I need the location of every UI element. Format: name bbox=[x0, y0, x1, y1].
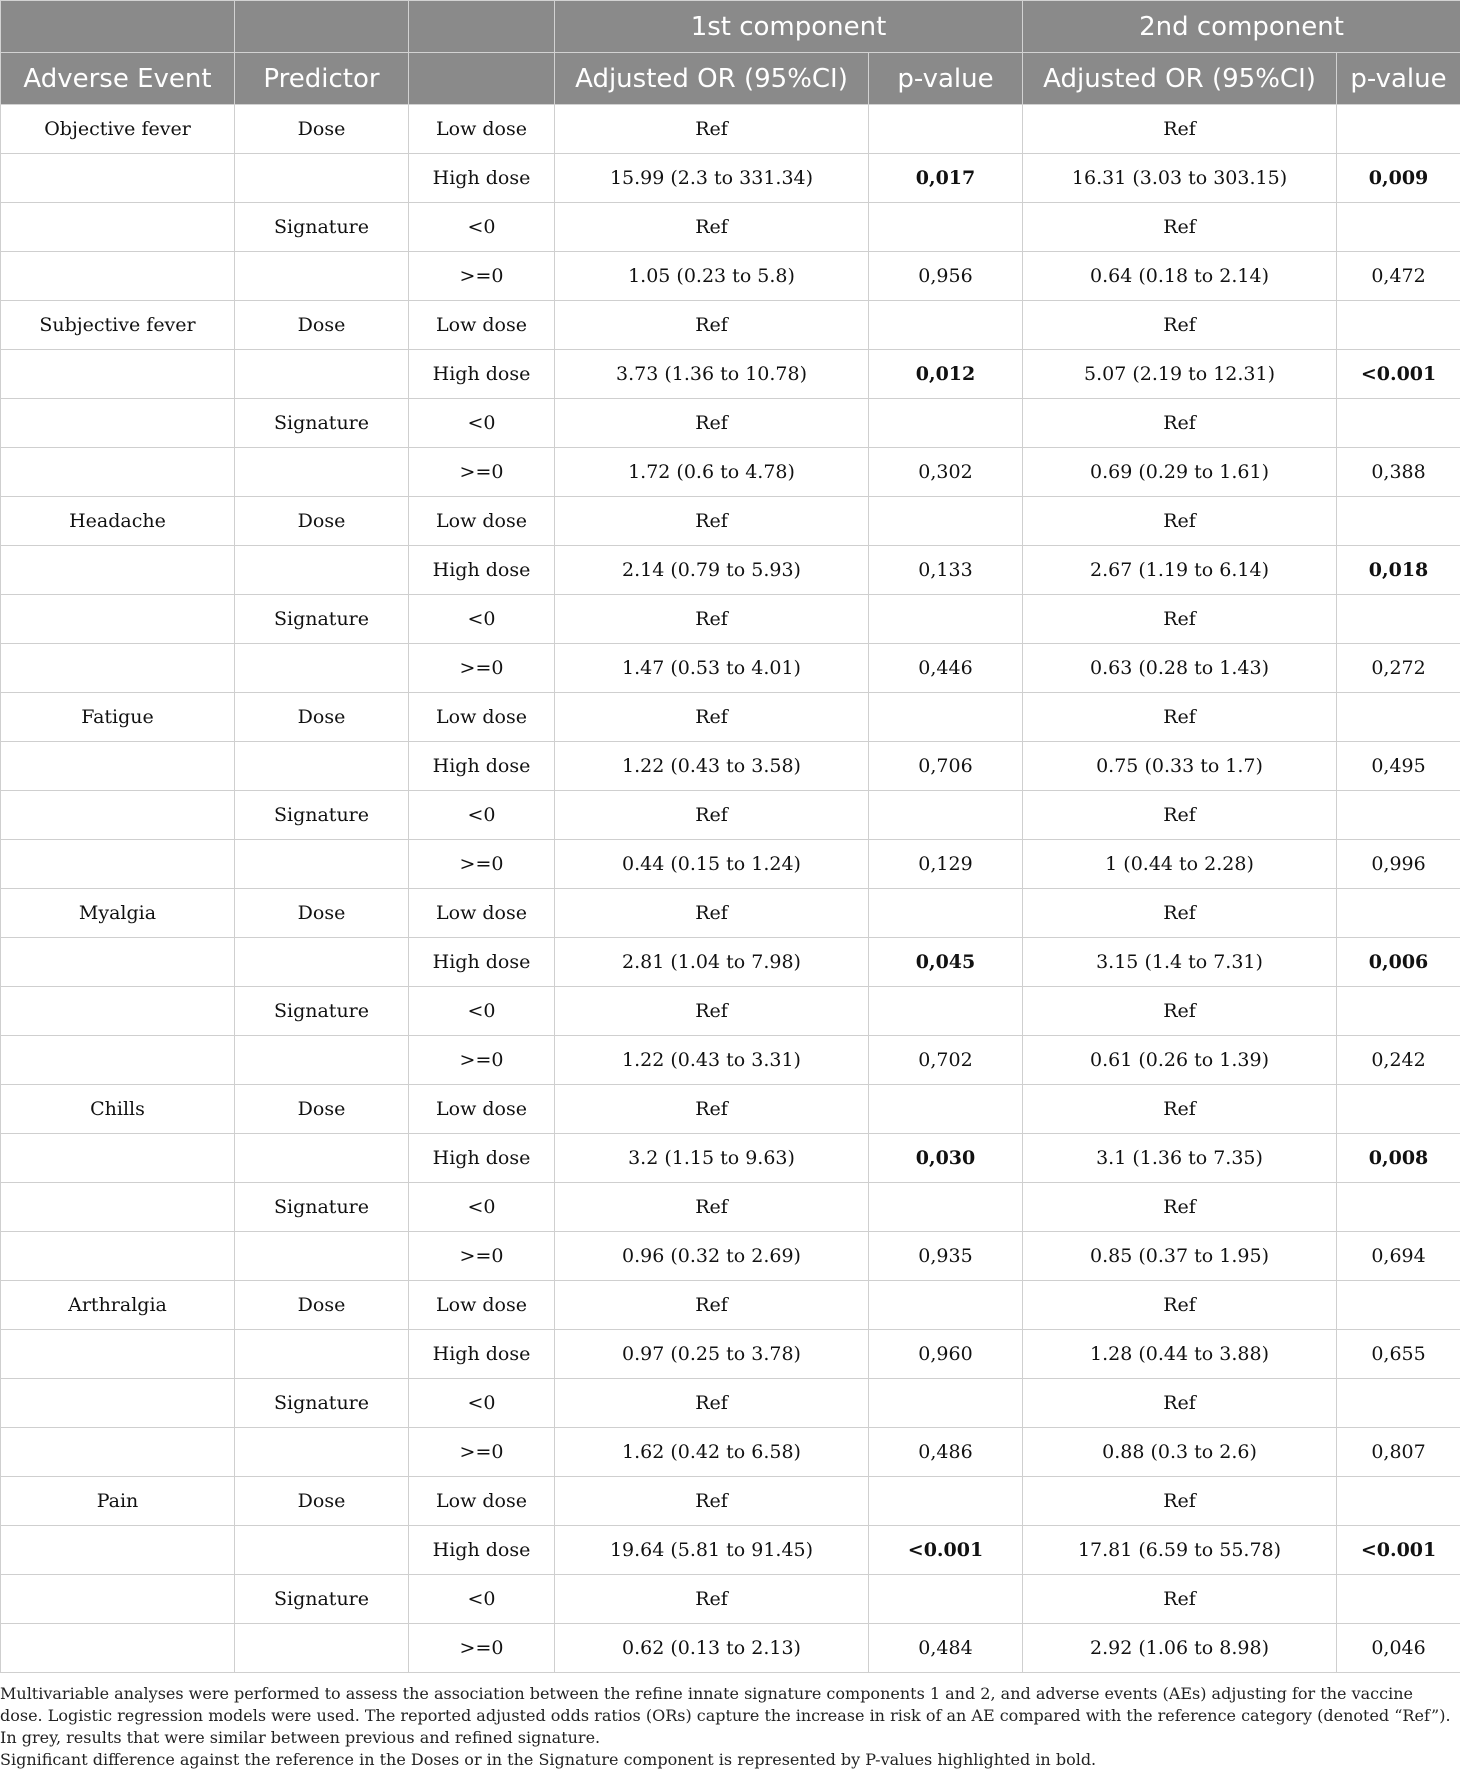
or-2nd-cell: 0.63 (0.28 to 1.43) bbox=[1023, 644, 1337, 693]
pvalue-1st-cell bbox=[869, 301, 1023, 350]
or-2nd-cell: Ref bbox=[1023, 1281, 1337, 1330]
or-1st-cell: 0.62 (0.13 to 2.13) bbox=[555, 1624, 869, 1673]
pvalue-2nd-cell bbox=[1337, 1575, 1460, 1624]
adverse-event-cell bbox=[1, 448, 235, 497]
table-row bbox=[1, 1575, 1460, 1624]
pvalue-2nd-cell bbox=[1337, 1085, 1460, 1134]
adverse-event-cell bbox=[1, 1379, 235, 1428]
or-2nd-cell: Ref bbox=[1023, 399, 1337, 448]
or-2nd-cell: Ref bbox=[1023, 1379, 1337, 1428]
pvalue-2nd-cell: 0,388 bbox=[1337, 448, 1460, 497]
pvalue-1st-cell: <0.001 bbox=[869, 1526, 1023, 1575]
pvalue-1st-cell bbox=[869, 889, 1023, 938]
predictor-cell bbox=[235, 154, 409, 203]
pvalue-2nd-cell bbox=[1337, 301, 1460, 350]
column-header-row bbox=[1, 53, 1460, 105]
or-1st-cell: Ref bbox=[555, 1477, 869, 1526]
table-row bbox=[1, 252, 1460, 301]
pvalue-1st-cell bbox=[869, 203, 1023, 252]
predictor-cell: Dose bbox=[235, 301, 409, 350]
or-1st-cell: Ref bbox=[555, 889, 869, 938]
predictor-cell: Dose bbox=[235, 889, 409, 938]
pvalue-2nd-cell bbox=[1337, 105, 1460, 154]
pvalue-1st-cell: 0,133 bbox=[869, 546, 1023, 595]
predictor-cell: Signature bbox=[235, 595, 409, 644]
level-cell: Low dose bbox=[409, 1477, 555, 1526]
table-row bbox=[1, 105, 1460, 154]
or-2nd-cell: 16.31 (3.03 to 303.15) bbox=[1023, 154, 1337, 203]
table-row bbox=[1, 644, 1460, 693]
pvalue-1st-cell bbox=[869, 497, 1023, 546]
level-cell: Low dose bbox=[409, 693, 555, 742]
or-2nd-cell: 5.07 (2.19 to 12.31) bbox=[1023, 350, 1337, 399]
level-cell: <0 bbox=[409, 1575, 555, 1624]
group-header-blank-1 bbox=[1, 1, 235, 53]
or-2nd-cell: Ref bbox=[1023, 497, 1337, 546]
table-row bbox=[1, 1428, 1460, 1477]
level-cell: Low dose bbox=[409, 1281, 555, 1330]
predictor-cell bbox=[235, 1624, 409, 1673]
column-header-or-2: Adjusted OR (95%CI) bbox=[1023, 53, 1337, 105]
predictor-cell bbox=[235, 644, 409, 693]
or-2nd-cell: Ref bbox=[1023, 105, 1337, 154]
adverse-event-cell: Objective fever bbox=[1, 105, 235, 154]
predictor-cell bbox=[235, 840, 409, 889]
table-row bbox=[1, 448, 1460, 497]
or-2nd-cell: 2.67 (1.19 to 6.14) bbox=[1023, 546, 1337, 595]
pvalue-1st-cell bbox=[869, 1379, 1023, 1428]
adverse-event-cell: Subjective fever bbox=[1, 301, 235, 350]
pvalue-2nd-cell: 0,807 bbox=[1337, 1428, 1460, 1477]
pvalue-2nd-cell: <0.001 bbox=[1337, 1526, 1460, 1575]
predictor-cell: Dose bbox=[235, 105, 409, 154]
group-header-2nd-component: 2nd component bbox=[1023, 1, 1460, 53]
or-1st-cell: 19.64 (5.81 to 91.45) bbox=[555, 1526, 869, 1575]
or-1st-cell: Ref bbox=[555, 987, 869, 1036]
or-1st-cell: 3.73 (1.36 to 10.78) bbox=[555, 350, 869, 399]
adverse-event-cell bbox=[1, 791, 235, 840]
predictor-cell bbox=[235, 1526, 409, 1575]
adverse-event-cell bbox=[1, 1134, 235, 1183]
adverse-event-cell bbox=[1, 399, 235, 448]
predictor-cell: Signature bbox=[235, 1379, 409, 1428]
pvalue-1st-cell bbox=[869, 1183, 1023, 1232]
pvalue-1st-cell: 0,956 bbox=[869, 252, 1023, 301]
table-row bbox=[1, 889, 1460, 938]
pvalue-2nd-cell: 0,996 bbox=[1337, 840, 1460, 889]
table-row bbox=[1, 301, 1460, 350]
pvalue-2nd-cell: 0,018 bbox=[1337, 546, 1460, 595]
or-1st-cell: 1.72 (0.6 to 4.78) bbox=[555, 448, 869, 497]
pvalue-2nd-cell bbox=[1337, 1477, 1460, 1526]
pvalue-2nd-cell bbox=[1337, 791, 1460, 840]
or-1st-cell: 1.47 (0.53 to 4.01) bbox=[555, 644, 869, 693]
predictor-cell: Dose bbox=[235, 1477, 409, 1526]
pvalue-2nd-cell: 0,495 bbox=[1337, 742, 1460, 791]
pvalue-1st-cell bbox=[869, 1281, 1023, 1330]
level-cell: High dose bbox=[409, 350, 555, 399]
group-header-1st-component: 1st component bbox=[555, 1, 1023, 53]
level-cell: Low dose bbox=[409, 105, 555, 154]
pvalue-1st-cell: 0,486 bbox=[869, 1428, 1023, 1477]
pvalue-2nd-cell: 0,006 bbox=[1337, 938, 1460, 987]
or-2nd-cell: 1 (0.44 to 2.28) bbox=[1023, 840, 1337, 889]
or-2nd-cell: 0.61 (0.26 to 1.39) bbox=[1023, 1036, 1337, 1085]
pvalue-2nd-cell: 0,242 bbox=[1337, 1036, 1460, 1085]
pvalue-2nd-cell: 0,008 bbox=[1337, 1134, 1460, 1183]
or-2nd-cell: Ref bbox=[1023, 1183, 1337, 1232]
or-2nd-cell: 3.1 (1.36 to 7.35) bbox=[1023, 1134, 1337, 1183]
level-cell: High dose bbox=[409, 1134, 555, 1183]
or-1st-cell: 15.99 (2.3 to 331.34) bbox=[555, 154, 869, 203]
pvalue-1st-cell: 0,446 bbox=[869, 644, 1023, 693]
pvalue-2nd-cell: <0.001 bbox=[1337, 350, 1460, 399]
adverse-event-cell bbox=[1, 644, 235, 693]
group-header-row bbox=[1, 1, 1460, 53]
pvalue-1st-cell: 0,129 bbox=[869, 840, 1023, 889]
table-footnotes bbox=[0, 1673, 1460, 1771]
level-cell: >=0 bbox=[409, 1624, 555, 1673]
pvalue-2nd-cell: 0,046 bbox=[1337, 1624, 1460, 1673]
pvalue-1st-cell: 0,302 bbox=[869, 448, 1023, 497]
pvalue-1st-cell: 0,012 bbox=[869, 350, 1023, 399]
table-row bbox=[1, 1379, 1460, 1428]
level-cell: >=0 bbox=[409, 840, 555, 889]
level-cell: High dose bbox=[409, 742, 555, 791]
pvalue-1st-cell: 0,935 bbox=[869, 1232, 1023, 1281]
level-cell: <0 bbox=[409, 1183, 555, 1232]
or-2nd-cell: 3.15 (1.4 to 7.31) bbox=[1023, 938, 1337, 987]
group-header-blank-3 bbox=[409, 1, 555, 53]
level-cell: High dose bbox=[409, 546, 555, 595]
predictor-cell: Signature bbox=[235, 399, 409, 448]
level-cell: High dose bbox=[409, 1330, 555, 1379]
or-1st-cell: Ref bbox=[555, 1085, 869, 1134]
adverse-event-cell bbox=[1, 1330, 235, 1379]
level-cell: Low dose bbox=[409, 889, 555, 938]
level-cell: High dose bbox=[409, 938, 555, 987]
level-cell: >=0 bbox=[409, 448, 555, 497]
or-2nd-cell: Ref bbox=[1023, 595, 1337, 644]
adverse-event-cell bbox=[1, 938, 235, 987]
pvalue-1st-cell bbox=[869, 399, 1023, 448]
table-row bbox=[1, 497, 1460, 546]
or-1st-cell: Ref bbox=[555, 301, 869, 350]
predictor-cell bbox=[235, 938, 409, 987]
adverse-event-cell bbox=[1, 595, 235, 644]
or-1st-cell: Ref bbox=[555, 791, 869, 840]
predictor-cell: Signature bbox=[235, 791, 409, 840]
adverse-event-cell bbox=[1, 1183, 235, 1232]
or-1st-cell: 2.14 (0.79 to 5.93) bbox=[555, 546, 869, 595]
predictor-cell: Signature bbox=[235, 987, 409, 1036]
column-header-level bbox=[409, 53, 555, 105]
predictor-cell: Signature bbox=[235, 1575, 409, 1624]
adverse-event-cell bbox=[1, 154, 235, 203]
pvalue-2nd-cell: 0,472 bbox=[1337, 252, 1460, 301]
predictor-cell bbox=[235, 546, 409, 595]
or-1st-cell: Ref bbox=[555, 1379, 869, 1428]
table-body bbox=[1, 105, 1460, 1673]
or-2nd-cell: Ref bbox=[1023, 987, 1337, 1036]
pvalue-1st-cell: 0,702 bbox=[869, 1036, 1023, 1085]
level-cell: <0 bbox=[409, 987, 555, 1036]
pvalue-2nd-cell: 0,694 bbox=[1337, 1232, 1460, 1281]
or-1st-cell: Ref bbox=[555, 595, 869, 644]
column-header-or-1: Adjusted OR (95%CI) bbox=[555, 53, 869, 105]
or-2nd-cell: Ref bbox=[1023, 1477, 1337, 1526]
level-cell: High dose bbox=[409, 154, 555, 203]
or-1st-cell: Ref bbox=[555, 1575, 869, 1624]
level-cell: >=0 bbox=[409, 1232, 555, 1281]
pvalue-1st-cell bbox=[869, 1085, 1023, 1134]
column-header-pvalue-2: p-value bbox=[1337, 53, 1460, 105]
footnote-significance: Significant difference against the reference in the Doses or in the Signature component is represented by P-values highlighted in bold. bbox=[0, 1750, 1097, 1769]
table-row bbox=[1, 595, 1460, 644]
or-1st-cell: Ref bbox=[555, 497, 869, 546]
adverse-event-cell bbox=[1, 1526, 235, 1575]
pvalue-2nd-cell: 0,655 bbox=[1337, 1330, 1460, 1379]
footnote-methods: Multivariable analyses were performed to assess the association between the refine innate signature components 1 and 2, and adverse events (AEs) adjusting for the vaccine dose. Logistic regression models were used. The reported adjusted odds ratios (ORs) capture the increase in risk of an AE compared with the reference category (denoted “Ref”). In grey, results that were similar between previous and refined signature. bbox=[0, 1684, 1451, 1747]
level-cell: <0 bbox=[409, 1379, 555, 1428]
level-cell: Low dose bbox=[409, 497, 555, 546]
or-1st-cell: Ref bbox=[555, 1183, 869, 1232]
column-header-pvalue-1: p-value bbox=[869, 53, 1023, 105]
or-2nd-cell: 17.81 (6.59 to 55.78) bbox=[1023, 1526, 1337, 1575]
group-header-blank-2 bbox=[235, 1, 409, 53]
adverse-event-cell: Arthralgia bbox=[1, 1281, 235, 1330]
pvalue-1st-cell bbox=[869, 595, 1023, 644]
adverse-event-cell bbox=[1, 987, 235, 1036]
level-cell: <0 bbox=[409, 203, 555, 252]
adverse-event-cell bbox=[1, 252, 235, 301]
or-2nd-cell: 0.69 (0.29 to 1.61) bbox=[1023, 448, 1337, 497]
pvalue-2nd-cell bbox=[1337, 987, 1460, 1036]
pvalue-1st-cell bbox=[869, 1575, 1023, 1624]
or-2nd-cell: Ref bbox=[1023, 791, 1337, 840]
column-header-adverse-event: Adverse Event bbox=[1, 53, 235, 105]
adverse-event-cell bbox=[1, 546, 235, 595]
pvalue-2nd-cell bbox=[1337, 595, 1460, 644]
pvalue-1st-cell: 0,484 bbox=[869, 1624, 1023, 1673]
or-1st-cell: 0.97 (0.25 to 3.78) bbox=[555, 1330, 869, 1379]
level-cell: >=0 bbox=[409, 1036, 555, 1085]
adverse-event-cell: Pain bbox=[1, 1477, 235, 1526]
level-cell: Low dose bbox=[409, 301, 555, 350]
or-2nd-cell: 0.88 (0.3 to 2.6) bbox=[1023, 1428, 1337, 1477]
column-header-predictor: Predictor bbox=[235, 53, 409, 105]
pvalue-2nd-cell bbox=[1337, 1379, 1460, 1428]
adverse-event-cell bbox=[1, 840, 235, 889]
pvalue-1st-cell: 0,045 bbox=[869, 938, 1023, 987]
pvalue-1st-cell bbox=[869, 105, 1023, 154]
predictor-cell bbox=[235, 1428, 409, 1477]
table-row bbox=[1, 154, 1460, 203]
level-cell: <0 bbox=[409, 595, 555, 644]
or-2nd-cell: Ref bbox=[1023, 301, 1337, 350]
predictor-cell bbox=[235, 1330, 409, 1379]
or-1st-cell: 1.22 (0.43 to 3.58) bbox=[555, 742, 869, 791]
table-row bbox=[1, 1232, 1460, 1281]
adverse-event-cell bbox=[1, 203, 235, 252]
or-2nd-cell: 1.28 (0.44 to 3.88) bbox=[1023, 1330, 1337, 1379]
table-row bbox=[1, 742, 1460, 791]
adverse-event-cell: Fatigue bbox=[1, 693, 235, 742]
or-2nd-cell: Ref bbox=[1023, 889, 1337, 938]
or-2nd-cell: 0.75 (0.33 to 1.7) bbox=[1023, 742, 1337, 791]
adverse-event-cell: Chills bbox=[1, 1085, 235, 1134]
pvalue-2nd-cell bbox=[1337, 1281, 1460, 1330]
table-row bbox=[1, 1477, 1460, 1526]
pvalue-1st-cell bbox=[869, 1477, 1023, 1526]
pvalue-2nd-cell bbox=[1337, 203, 1460, 252]
adverse-event-cell bbox=[1, 1575, 235, 1624]
adverse-event-cell bbox=[1, 1036, 235, 1085]
table-row bbox=[1, 1183, 1460, 1232]
adverse-event-cell bbox=[1, 1232, 235, 1281]
table-row bbox=[1, 1036, 1460, 1085]
or-1st-cell: 1.05 (0.23 to 5.8) bbox=[555, 252, 869, 301]
pvalue-2nd-cell bbox=[1337, 693, 1460, 742]
pvalue-2nd-cell bbox=[1337, 889, 1460, 938]
predictor-cell bbox=[235, 350, 409, 399]
adverse-event-cell: Headache bbox=[1, 497, 235, 546]
predictor-cell bbox=[235, 742, 409, 791]
table-header bbox=[1, 1, 1460, 105]
predictor-cell bbox=[235, 1134, 409, 1183]
predictor-cell bbox=[235, 1232, 409, 1281]
table-row bbox=[1, 546, 1460, 595]
level-cell: <0 bbox=[409, 399, 555, 448]
or-2nd-cell: Ref bbox=[1023, 693, 1337, 742]
table-row bbox=[1, 938, 1460, 987]
or-1st-cell: 3.2 (1.15 to 9.63) bbox=[555, 1134, 869, 1183]
predictor-cell bbox=[235, 252, 409, 301]
pvalue-1st-cell: 0,960 bbox=[869, 1330, 1023, 1379]
adverse-event-cell bbox=[1, 1428, 235, 1477]
or-2nd-cell: Ref bbox=[1023, 1085, 1337, 1134]
table-row bbox=[1, 987, 1460, 1036]
level-cell: <0 bbox=[409, 791, 555, 840]
adverse-event-cell bbox=[1, 742, 235, 791]
or-1st-cell: Ref bbox=[555, 203, 869, 252]
or-1st-cell: Ref bbox=[555, 399, 869, 448]
adverse-event-cell: Myalgia bbox=[1, 889, 235, 938]
predictor-cell: Signature bbox=[235, 1183, 409, 1232]
adverse-event-cell bbox=[1, 350, 235, 399]
table-row bbox=[1, 1624, 1460, 1673]
or-2nd-cell: 2.92 (1.06 to 8.98) bbox=[1023, 1624, 1337, 1673]
table-row bbox=[1, 203, 1460, 252]
table-row bbox=[1, 1526, 1460, 1575]
table-row bbox=[1, 1085, 1460, 1134]
pvalue-1st-cell bbox=[869, 791, 1023, 840]
predictor-cell: Signature bbox=[235, 203, 409, 252]
pvalue-2nd-cell bbox=[1337, 497, 1460, 546]
table-row bbox=[1, 693, 1460, 742]
predictor-cell bbox=[235, 1036, 409, 1085]
pvalue-1st-cell: 0,706 bbox=[869, 742, 1023, 791]
table-row bbox=[1, 1330, 1460, 1379]
or-1st-cell: Ref bbox=[555, 693, 869, 742]
pvalue-2nd-cell: 0,009 bbox=[1337, 154, 1460, 203]
table-row bbox=[1, 840, 1460, 889]
predictor-cell bbox=[235, 448, 409, 497]
pvalue-1st-cell bbox=[869, 987, 1023, 1036]
table-row bbox=[1, 350, 1460, 399]
pvalue-2nd-cell bbox=[1337, 1183, 1460, 1232]
level-cell: >=0 bbox=[409, 644, 555, 693]
or-2nd-cell: Ref bbox=[1023, 203, 1337, 252]
or-1st-cell: 0.96 (0.32 to 2.69) bbox=[555, 1232, 869, 1281]
or-2nd-cell: 0.64 (0.18 to 2.14) bbox=[1023, 252, 1337, 301]
pvalue-1st-cell: 0,030 bbox=[869, 1134, 1023, 1183]
level-cell: >=0 bbox=[409, 1428, 555, 1477]
or-1st-cell: 0.44 (0.15 to 1.24) bbox=[555, 840, 869, 889]
pvalue-2nd-cell bbox=[1337, 399, 1460, 448]
predictor-cell: Dose bbox=[235, 1281, 409, 1330]
table-row bbox=[1, 1281, 1460, 1330]
pvalue-1st-cell bbox=[869, 693, 1023, 742]
pvalue-1st-cell: 0,017 bbox=[869, 154, 1023, 203]
table-row bbox=[1, 1134, 1460, 1183]
or-1st-cell: 2.81 (1.04 to 7.98) bbox=[555, 938, 869, 987]
or-1st-cell: Ref bbox=[555, 105, 869, 154]
or-2nd-cell: Ref bbox=[1023, 1575, 1337, 1624]
pvalue-2nd-cell: 0,272 bbox=[1337, 644, 1460, 693]
level-cell: High dose bbox=[409, 1526, 555, 1575]
table-row bbox=[1, 791, 1460, 840]
adverse-event-cell bbox=[1, 1624, 235, 1673]
predictor-cell: Dose bbox=[235, 1085, 409, 1134]
predictor-cell: Dose bbox=[235, 497, 409, 546]
predictor-cell: Dose bbox=[235, 693, 409, 742]
or-1st-cell: Ref bbox=[555, 1281, 869, 1330]
level-cell: >=0 bbox=[409, 252, 555, 301]
table-row bbox=[1, 399, 1460, 448]
or-2nd-cell: 0.85 (0.37 to 1.95) bbox=[1023, 1232, 1337, 1281]
or-1st-cell: 1.22 (0.43 to 3.31) bbox=[555, 1036, 869, 1085]
or-1st-cell: 1.62 (0.42 to 6.58) bbox=[555, 1428, 869, 1477]
level-cell: Low dose bbox=[409, 1085, 555, 1134]
